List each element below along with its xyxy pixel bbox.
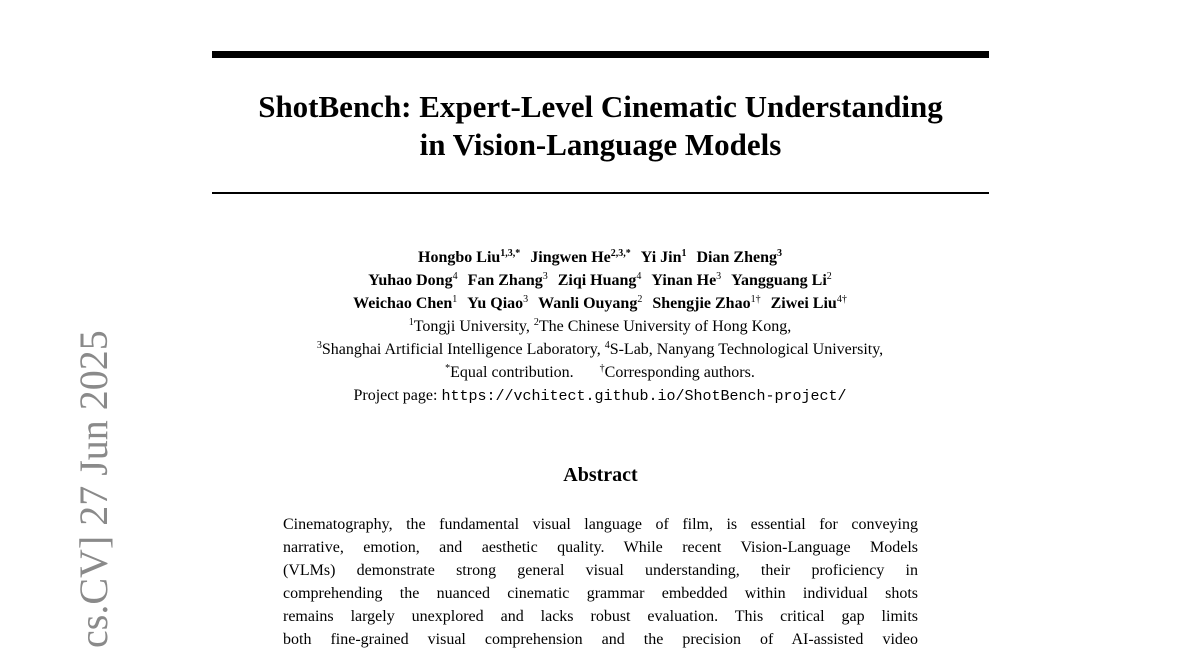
affiliation-text: Tongji University, bbox=[413, 318, 534, 335]
author-affiliation-mark: 4 bbox=[452, 271, 458, 282]
author-name: Yi Jin bbox=[640, 249, 682, 266]
author-affiliation-mark: 1 bbox=[452, 294, 458, 305]
abstract-line: Cinematography, the fundamental visual language of film, is essential for conveying bbox=[283, 516, 918, 533]
project-page-line bbox=[200, 384, 1000, 408]
affiliation-text: S-Lab, Nanyang Technological University, bbox=[609, 341, 884, 358]
author-name: Jingwen He bbox=[530, 249, 611, 266]
title-top-rule bbox=[212, 51, 989, 58]
author-name: Shengjie Zhao bbox=[652, 295, 751, 312]
author-affiliation-mark: 3 bbox=[716, 271, 722, 282]
abstract-line: comprehending the nuanced cinematic grammar embedded within individual shots bbox=[283, 585, 918, 602]
arxiv-stamp: cs.CV] 27 Jun 2025 bbox=[71, 330, 116, 648]
author-name: Dian Zheng bbox=[696, 249, 777, 266]
author-block bbox=[200, 246, 1000, 408]
author-name: Fan Zhang bbox=[467, 272, 543, 289]
author-affiliation-mark: 2,3,* bbox=[610, 248, 631, 259]
author-line-2 bbox=[200, 269, 1000, 292]
affiliation-mark: 3 bbox=[316, 340, 322, 351]
affiliation-mark: 2 bbox=[533, 317, 539, 328]
author-affiliation-mark: 2 bbox=[637, 294, 643, 305]
author-affiliation-mark: 2 bbox=[826, 271, 832, 282]
author-affiliation-mark: 3 bbox=[542, 271, 548, 282]
author-line-3 bbox=[200, 292, 1000, 315]
contribution-notes bbox=[200, 361, 1000, 384]
abstract-line: narrative, emotion, and aesthetic quality. While recent Vision-Language Models bbox=[283, 539, 918, 556]
abstract-line: both fine-grained visual comprehension and the precision of AI-assisted video bbox=[283, 631, 918, 648]
abstract-heading: Abstract bbox=[563, 464, 638, 486]
equal-contribution-note: Equal contribution. bbox=[450, 364, 574, 381]
paper-title bbox=[212, 88, 989, 164]
affiliation-mark: 1 bbox=[408, 317, 414, 328]
author-affiliation-mark: 4 bbox=[636, 271, 642, 282]
corresponding-author-note: Corresponding authors. bbox=[604, 364, 755, 381]
affiliation-line-2 bbox=[200, 338, 1000, 361]
paper-title-line-2: in Vision-Language Models bbox=[419, 127, 782, 162]
affiliation-text: Shanghai Artificial Intelligence Laboratory, bbox=[321, 341, 605, 358]
author-name: Weichao Chen bbox=[353, 295, 453, 312]
author-name: Hongbo Liu bbox=[418, 249, 501, 266]
author-name: Yu Qiao bbox=[467, 295, 524, 312]
paper-title-line-1: ShotBench: Expert-Level Cinematic Understanding bbox=[258, 89, 943, 124]
equal-contribution-mark: * bbox=[445, 363, 451, 374]
author-name: Wanli Ouyang bbox=[538, 295, 638, 312]
author-affiliation-mark: 4† bbox=[836, 294, 847, 305]
author-affiliation-mark: 1,3,* bbox=[500, 248, 521, 259]
abstract-body bbox=[283, 513, 918, 651]
author-name: Yuhao Dong bbox=[368, 272, 453, 289]
title-bottom-rule bbox=[212, 192, 989, 194]
abstract-line: remains largely unexplored and lacks robust evaluation. This critical gap limits bbox=[283, 608, 918, 625]
author-name: Ziqi Huang bbox=[557, 272, 637, 289]
affiliation-mark: 4 bbox=[604, 340, 610, 351]
author-affiliation-mark: 1 bbox=[681, 248, 687, 259]
corresponding-author-mark: † bbox=[599, 363, 605, 374]
author-name: Yangguang Li bbox=[731, 272, 827, 289]
affiliation-text: The Chinese University of Hong Kong, bbox=[538, 318, 792, 335]
author-line-1 bbox=[200, 246, 1000, 269]
author-affiliation-mark: 3 bbox=[776, 248, 782, 259]
author-name: Yinan He bbox=[651, 272, 717, 289]
author-name: Ziwei Liu bbox=[770, 295, 837, 312]
affiliation-line-1 bbox=[200, 315, 1000, 338]
author-affiliation-mark: 3 bbox=[523, 294, 529, 305]
author-affiliation-mark: 1† bbox=[750, 294, 761, 305]
project-page-link[interactable]: https://vchitect.github.io/ShotBench-project/ bbox=[441, 388, 847, 405]
abstract-line: (VLMs) demonstrate strong general visual understanding, their proficiency in bbox=[283, 562, 918, 579]
project-page-label: Project page: bbox=[353, 387, 442, 404]
